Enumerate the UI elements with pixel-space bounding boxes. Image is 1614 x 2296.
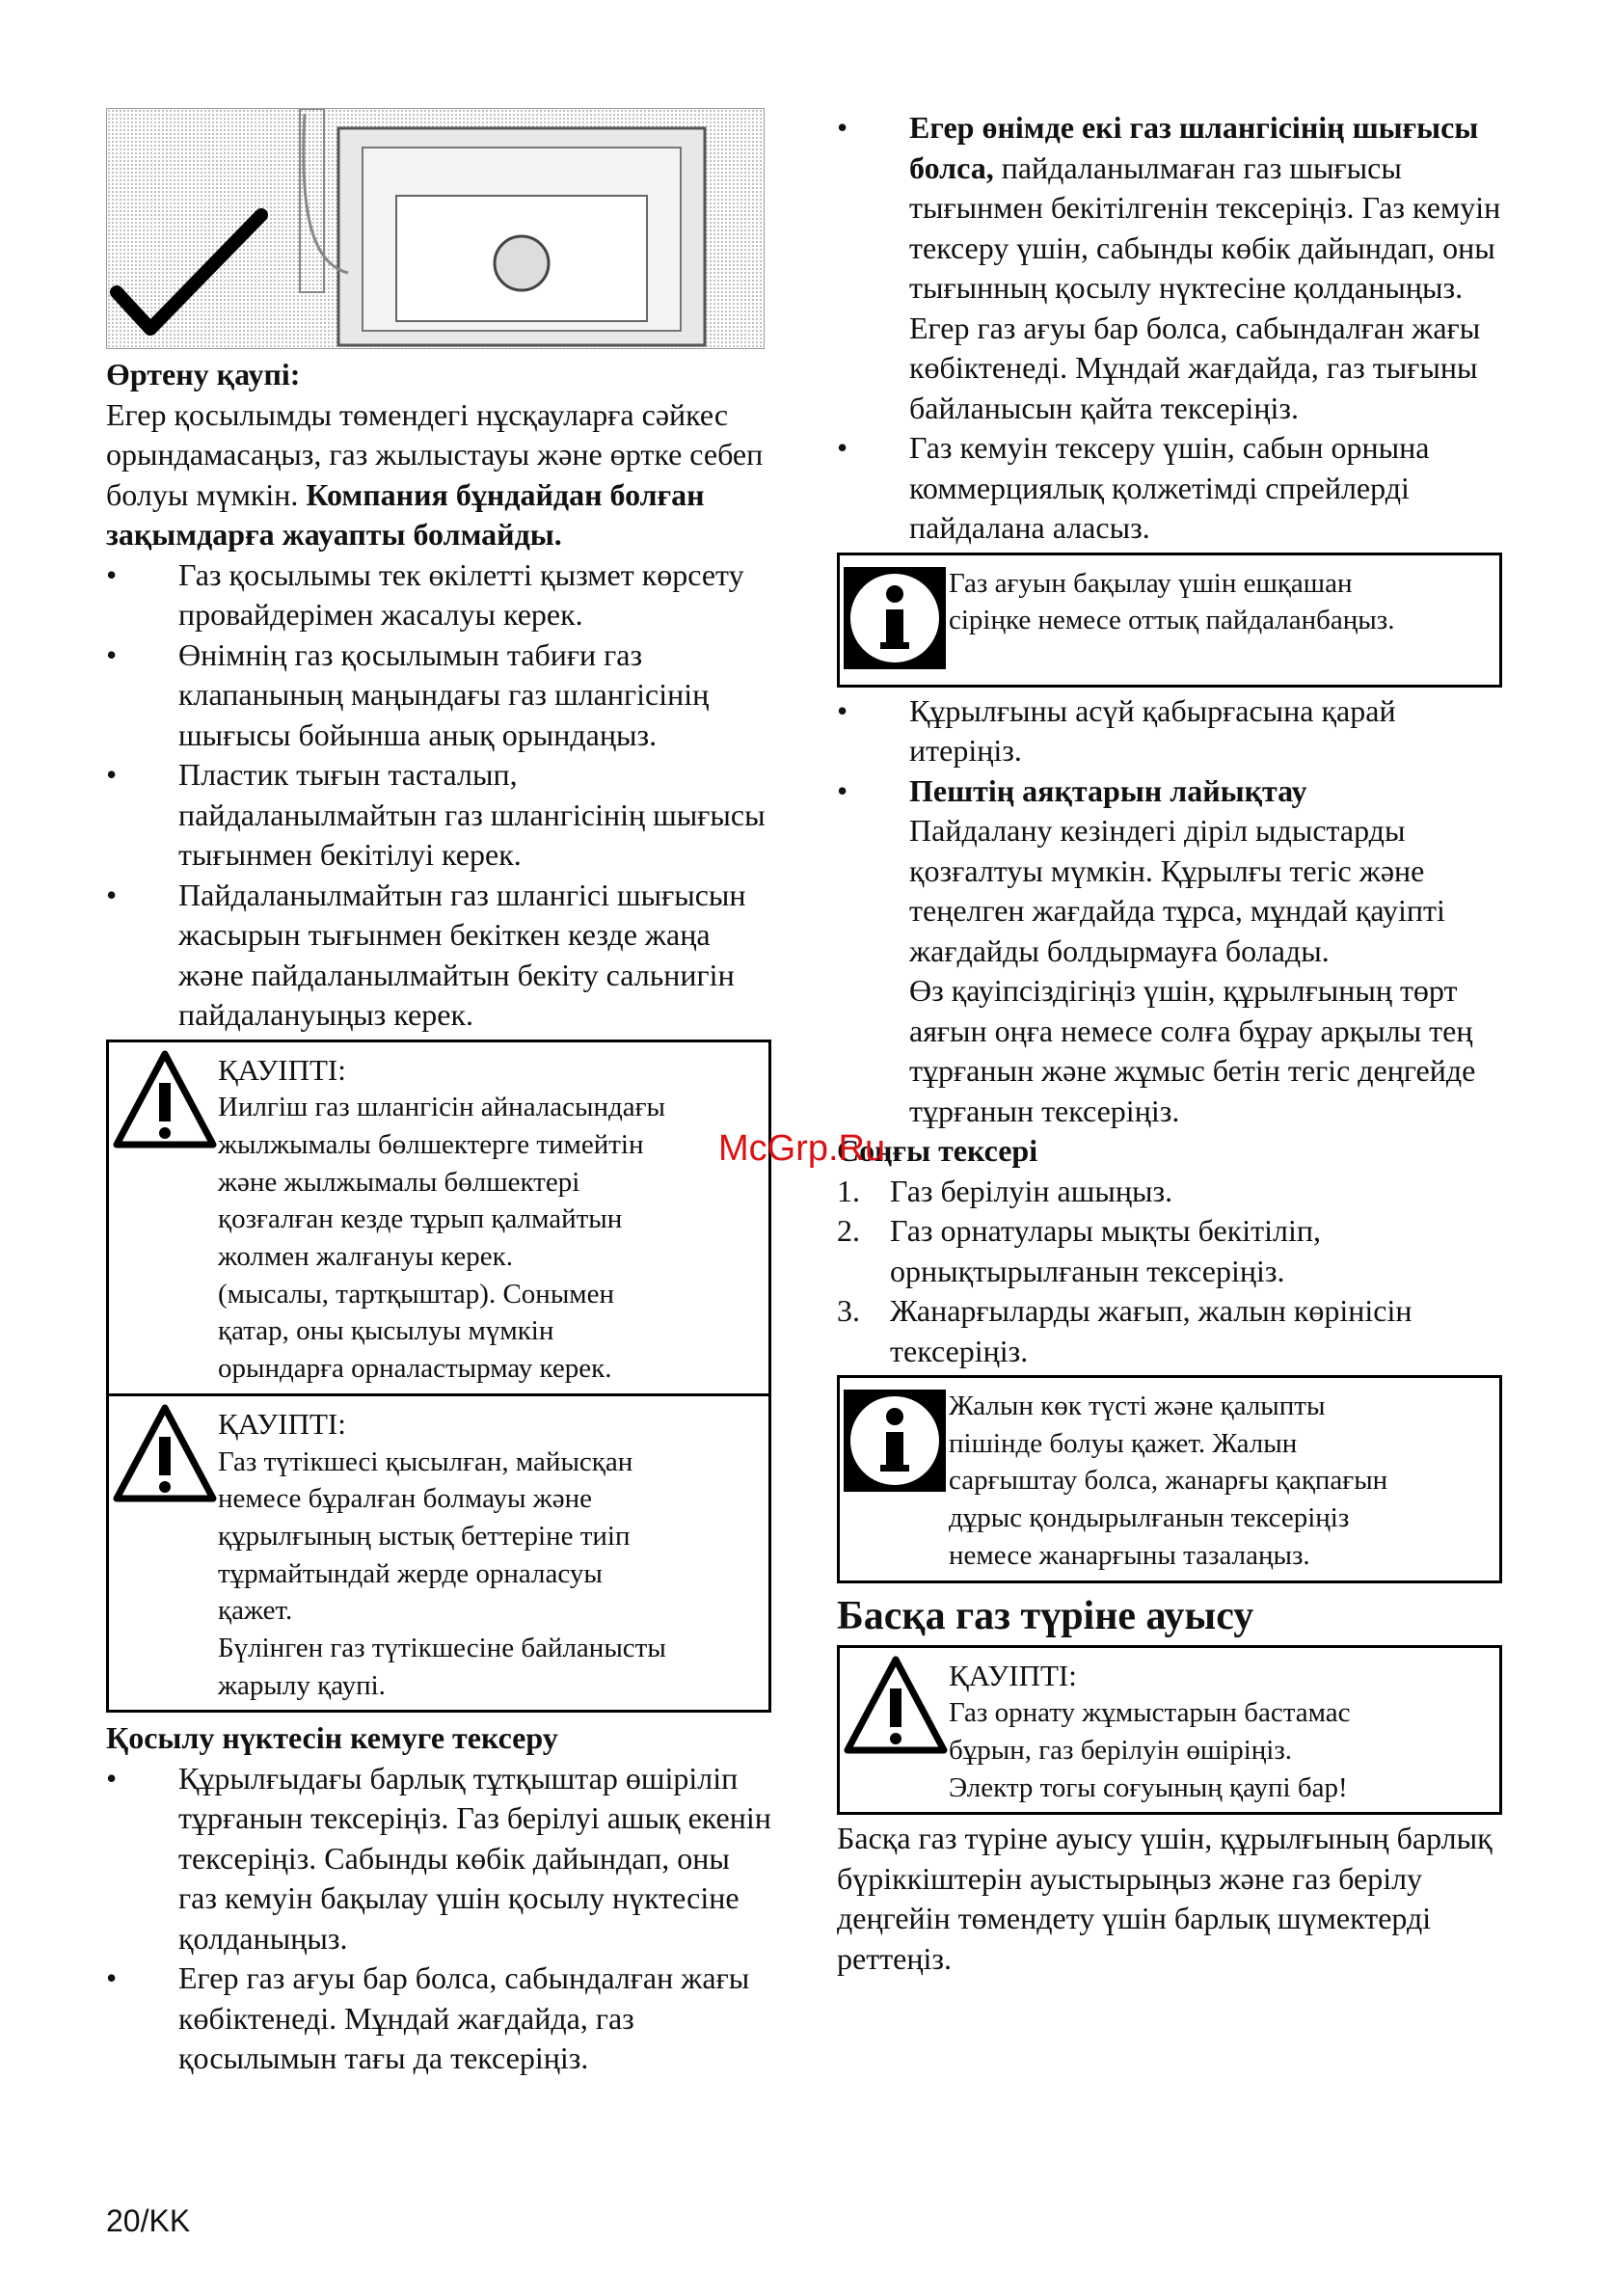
- conversion-paragraph: Басқа газ түріне ауысу үшін, құрылғының барлық бүріккіштерін ауыстырыңыз және газ берілу деңгейін төмендету үшін барлық шүмектерді реттеңіз.: [837, 1821, 1493, 1976]
- fire-risk-text: Егер қосылымды төмендегі нұсқауларға сәйкес орындамасаңыз, газ жылыстауы және өртке себеп болуы мүмкін. Компания бұндайдан болған зақымдарға жауапты болмайды.: [106, 396, 764, 552]
- list-item: • Газ кемуін тексеру үшін, сабын орнына коммерциялық қолжетімді спрейлерді пайдалана аласыз.: [837, 430, 1430, 545]
- outlet-bullets: [837, 108, 1502, 549]
- list-item: • Өнімнің газ қосылымын табиғи газ клапанының маңындағы газ шлангісінің шығысы бойынша анық орындаңыз.: [106, 636, 710, 752]
- warning-triangle-icon: [842, 1652, 950, 1758]
- info-line: Жалын көк түсті және қалыпты: [949, 1391, 1326, 1421]
- appliance-connection-figure: [106, 108, 765, 349]
- info-icon: [842, 1382, 950, 1498]
- warning-line: және жылжымалы бөлшектері: [218, 1166, 580, 1198]
- list-item: • Пайдаланылмайтын газ шлангісі шығысын жасырын тығынмен бекіткен кезде жаңа және пайдаланылмайтын бекіту сальнигін пайдалануыңыз керек.: [106, 877, 746, 1032]
- warning-line: Иилгіш газ шлангісін айналасындағы: [218, 1092, 666, 1123]
- warning-line: тұрмайтындай жерде орналасуы: [218, 1557, 603, 1589]
- warning-title: ҚАУІПТІ:: [218, 1406, 346, 1441]
- list-item: • Егер өнімде екі газ шлангісінің шығысы болса, пайдаланылмаған газ шығысы тығынмен бекітілгенін тексеріңіз. Газ кемуін тексеру үшін, сабынды көбік дайындап, оны тығынның қосылу нүктесіне қолданыңыз. Егер газ ағуы бар болса, сабындалған жағы көбіктенеді. Мұндай жағдайда, газ тығыны байланысын қайта тексеріңіз.: [837, 110, 1501, 425]
- warning-triangle-icon: [111, 1046, 219, 1152]
- list-item: • Пештің аяқтарын лайықтау Пайдалану кезіндегі діріл ыдыстарды қозғалтуы мүмкін. Құрылғы тегіс және теңелген жағдайда тұрса, мұндай қауіпті жағдайды болдырмауға болады. Өз қауіпсіздігіңіз үшін, құрылғының төрт аяғын оңға немесе солға бұрау арқылы тең тұрғанын және жұмыс бетін тегіс деңгейде тұрғанын тексеріңіз.: [837, 772, 1476, 1128]
- warning-line: Бүлінген газ түтікшесіне байланысты: [218, 1633, 666, 1664]
- list-item: 2. Газ орнатулары мықты бекітіліп, орнықтырылғанын тексеріңіз.: [837, 1213, 1322, 1288]
- leak-check-bullets: [106, 1759, 771, 2079]
- info-line: немесе жанарғыны тазалаңыз.: [949, 1539, 1310, 1571]
- page-number: 20/KK: [106, 2203, 191, 2238]
- warning-box-power: [837, 1645, 1502, 1816]
- warning-line: Электр тогы соғуының қаупі бар!: [949, 1771, 1348, 1803]
- leak-check-title: Қосылу нүктесін кемуге тексеру: [106, 1720, 558, 1756]
- info-line: сіріңке немесе оттық пайдаланбаңыз.: [949, 605, 1395, 636]
- warning-line: (мысалы, тартқыштар). Сонымен: [218, 1278, 615, 1310]
- warning-line: бұрын, газ берілуін өшіріңіз.: [949, 1734, 1293, 1766]
- list-item: • Пластик тығын тасталып, пайдаланылмайтын газ шлангісінің шығысы тығынмен бекітілуі керек.: [106, 757, 766, 872]
- warning-line: құрылғының ыстық беттеріне тиіп: [218, 1520, 631, 1552]
- warning-line: қозғалған кезде тұрып қалмайтын: [218, 1203, 623, 1235]
- warning-line: қатар, оны қысылуы мүмкін: [218, 1315, 554, 1347]
- warning-line: қажет.: [218, 1595, 293, 1627]
- fire-risk-title: Өртену қаупі:: [106, 357, 301, 392]
- warning-triangle-icon: [111, 1400, 219, 1506]
- checkmark-icon: [117, 215, 261, 329]
- warning-line: Газ түтікшесі қысылған, майысқан: [218, 1445, 633, 1477]
- list-item: • Құрылғыны асүй қабырғасына қарай итеріңіз.: [837, 692, 1396, 768]
- info-line: сарғыштау болса, жанарғы қақпағын: [949, 1465, 1388, 1497]
- list-item: • Құрылғыдағы барлық тұтқыштар өшіріліп тұрғанын тексеріңіз. Газ берілуі ашық екенін тексеріңіз. Сабынды көбік дайындап, оны газ кемуін бақылау үшін қосылу нүктесіне қолданыңыз.: [106, 1760, 771, 1956]
- final-check-title: Соңғы тексері: [837, 1133, 1038, 1168]
- warning-line: жолмен жалғануы керек.: [218, 1241, 514, 1273]
- info-line: дұрыс қондырылғанын тексеріңіз: [949, 1502, 1350, 1534]
- right-column: [837, 108, 1502, 1979]
- list-item: • Егер газ ағуы бар болса, сабындалған жағы көбіктенеді. Мұндай жағдайда, газ қосылымын тағы да тексеріңіз.: [106, 1960, 750, 2076]
- info-line: пішінде болуы қажет. Жалын: [949, 1427, 1298, 1459]
- final-check-steps: [837, 1172, 1502, 1372]
- warning-line: жарылу қаупі.: [218, 1669, 386, 1701]
- warning-line: Газ орнату жұмыстарын бастамас: [949, 1697, 1351, 1729]
- warning-title: ҚАУІПТІ:: [949, 1658, 1077, 1692]
- warning-box-hose: [106, 1040, 771, 1396]
- install-bullets: [837, 691, 1502, 1132]
- connection-bullets: [106, 555, 771, 1036]
- warning-line: немесе бұралған болмауы және: [218, 1483, 593, 1515]
- watermark: McGrp.Ru: [718, 1128, 886, 1169]
- info-box-flame: [837, 1375, 1502, 1583]
- list-item: • Газ қосылымы тек өкілетті қызмет көрсету провайдерімен жасалуы керек.: [106, 556, 744, 632]
- warning-line: орындарға орналастырмау керек.: [218, 1353, 612, 1385]
- left-column: [106, 108, 771, 2079]
- warning-title: ҚАУІПТІ:: [218, 1052, 346, 1087]
- warning-box-tube: [106, 1396, 771, 1714]
- oven-back-illustration: [107, 109, 765, 349]
- warning-line: жылжымалы бөлшектерге тимейтін: [218, 1128, 644, 1160]
- fire-risk-bold: Компания бұндайдан болған зақымдарға жауапты болмайды.: [106, 476, 705, 552]
- list-item: 1. Газ берілуін ашыңыз.: [837, 1173, 1173, 1208]
- info-icon: [842, 559, 950, 675]
- section-title: Басқа газ түріне ауысу: [837, 1593, 1254, 1638]
- list-item: 3. Жанарғыларды жағып, жалын көрінісін тексеріңіз.: [837, 1293, 1412, 1368]
- info-box-no-flame: [837, 553, 1502, 688]
- info-line: Газ ағуын бақылау үшін ешқашан: [949, 567, 1353, 599]
